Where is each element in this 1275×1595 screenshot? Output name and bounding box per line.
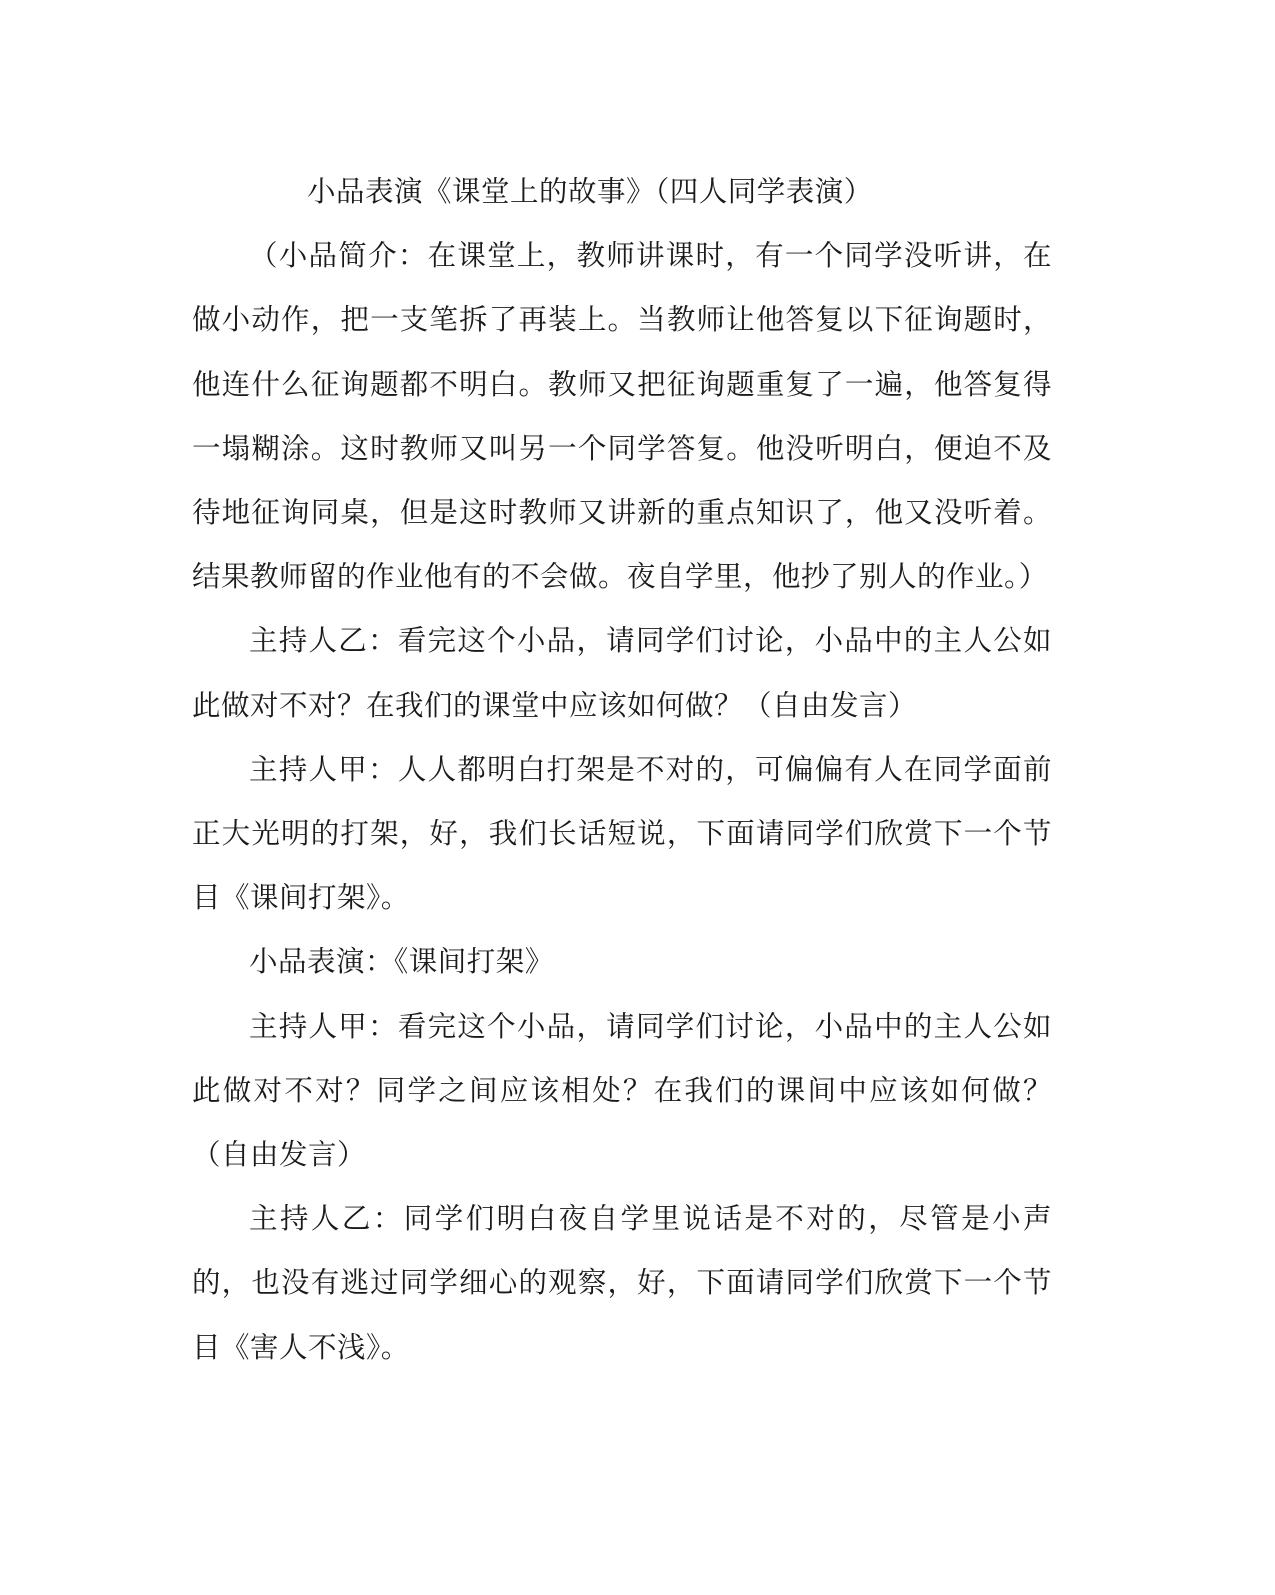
paragraph-host-a-discussion-2: 主持人甲：看完这个小品，请同学们讨论，小品中的主人公如此做对不对？同学之间应该相处？在我们的课间中应该如何做？（自由发言） [192,1009,1052,1172]
paragraph-host-a-intro-2: 主持人甲：人人都明白打架是不对的，可偏偏有人在同学面前正大光明的打架，好，我们长话短说，下面请同学们欣赏下一个节目《课间打架》。 [192,752,1052,915]
paragraph-sketch-intro: （小品简介：在课堂上，教师讲课时，有一个同学没听讲，在做小动作，把一支笔拆了再装上。当教师让他答复以下征询题时，他连什么征询题都不明白。教师又把征询题重复了一遍，他答复得一塌糊涂。这时教师又叫另一个同学答复。他没听明白，便迫不及待地征询同桌，但是这时教师又讲新的重点知识了，他又没听着。结果教师留的作业他有的不会做。夜自学里，他抄了别人的作业。） [192,239,1052,594]
document-title: 小品表演《课堂上的故事》（四人同学表演） [307,175,873,208]
paragraph-host-b-discussion-1: 主持人乙：看完这个小品，请同学们讨论，小品中的主人公如此做对不对？在我们的课堂中应该如何做？（自由发言） [192,624,1052,722]
paragraph-sketch-2-title: 小品表演：《课间打架》 [249,945,554,979]
document-body [192,160,1052,1380]
paragraph-host-b-intro-3: 主持人乙：同学们明白夜自学里说话是不对的，尽管是小声的，也没有逃过同学细心的观察，好，下面请同学们欣赏下一个节目《害人不浅》。 [192,1202,1052,1364]
